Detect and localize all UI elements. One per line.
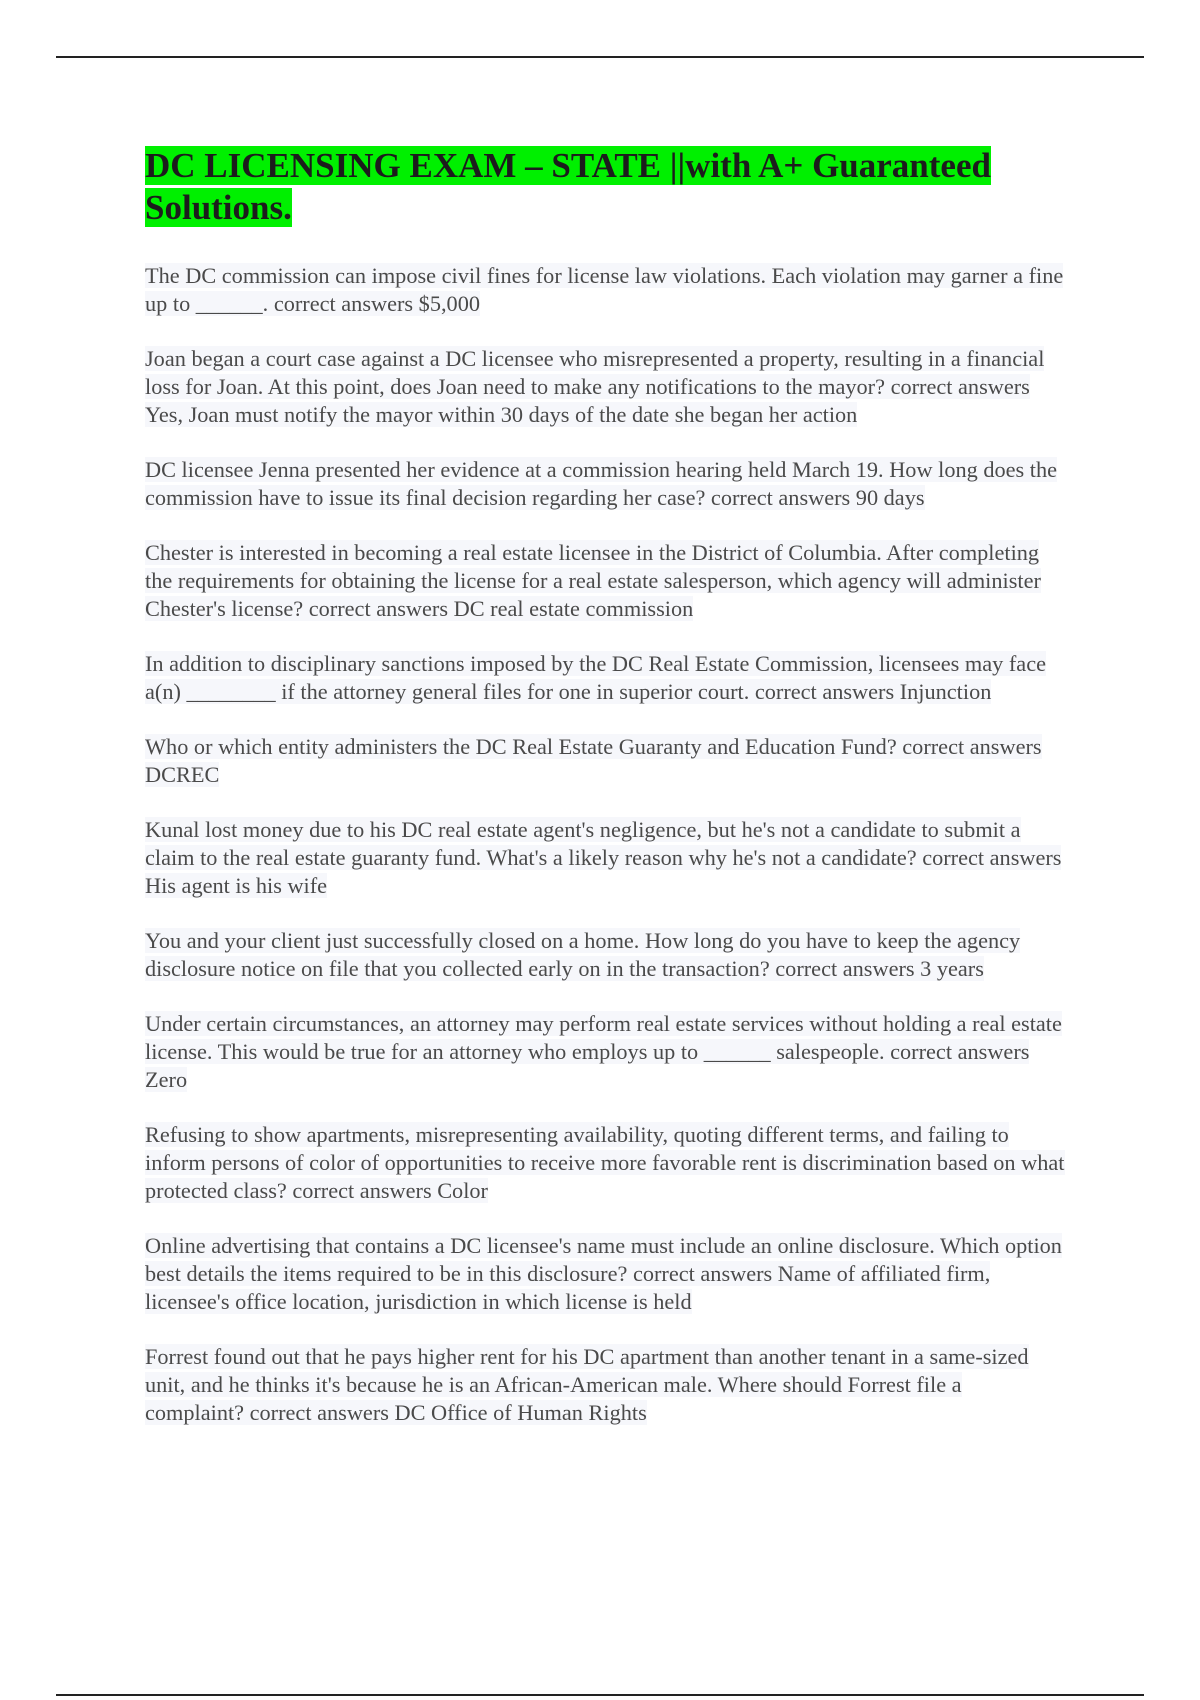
qa-item [145, 1010, 1065, 1094]
qa-item-text: Refusing to show apartments, misrepresenting availability, quoting different terms, and failing to inform persons of color of opportunities to receive more favorable rent is discrimination based on what protected class? correct answers Color [145, 1122, 1065, 1203]
document-title-text: DC LICENSING EXAM – STATE ||with A+ Guaranteed Solutions. [145, 146, 991, 227]
qa-item [145, 456, 1065, 512]
qa-item [145, 1121, 1065, 1205]
qa-item-text: You and your client just successfully closed on a home. How long do you have to keep the agency disclosure notice on file that you collected early on in the transaction? correct answers 3 years [145, 928, 1021, 981]
qa-item-text: The DC commission can impose civil fines for license law violations. Each violation may garner a fine up to ______. correct answers $5,000 [145, 263, 1064, 316]
qa-item [145, 1232, 1065, 1316]
qa-item [145, 539, 1065, 623]
qa-item [145, 816, 1065, 900]
qa-item [145, 927, 1065, 983]
qa-item-text: Under certain circumstances, an attorney may perform real estate services without holding a real estate license. This would be true for an attorney who employs up to ______ salespeople. correct answers Zero [145, 1011, 1062, 1092]
bottom-rule [56, 1694, 1144, 1696]
qa-item-text: Chester is interested in becoming a real estate licensee in the District of Columbia. After completing the requirements for obtaining the license for a real estate salesperson, which agency will administer Chester's license? correct answers DC real estate commission [145, 540, 1041, 621]
top-rule [56, 56, 1144, 58]
qa-item-text: Who or which entity administers the DC Real Estate Guaranty and Education Fund? correct answers DCREC [145, 734, 1042, 787]
document-title [145, 145, 1065, 229]
qa-item-text: Online advertising that contains a DC licensee's name must include an online disclosure. Which option best details the items required to be in this disclosure? correct answers Name of affiliated firm, licensee's office location, jurisdiction in which license is held [145, 1233, 1062, 1314]
qa-item [145, 345, 1065, 429]
qa-item [145, 650, 1065, 706]
qa-item-text: DC licensee Jenna presented her evidence at a commission hearing held March 19. How long does the commission have to issue its final decision regarding her case? correct answers 90 days [145, 457, 1058, 510]
qa-item [145, 262, 1065, 318]
qa-item-text: Forrest found out that he pays higher rent for his DC apartment than another tenant in a same-sized unit, and he thinks it's because he is an African-American male. Where should Forrest file a complaint? correct answers DC Office of Human Rights [145, 1344, 1029, 1425]
qa-item-text: Kunal lost money due to his DC real estate agent's negligence, but he's not a candidate to submit a claim to the real estate guaranty fund. What's a likely reason why he's not a candidate? correct answers His agent is his wife [145, 817, 1062, 898]
qa-item-text: Joan began a court case against a DC licensee who misrepresented a property, resulting in a financial loss for Joan. At this point, does Joan need to make any notifications to the mayor? correct answers Yes, Joan must notify the mayor within 30 days of the date she began her action [145, 346, 1045, 427]
qa-item-text: In addition to disciplinary sanctions imposed by the DC Real Estate Commission, licensees may face a(n) ________ if the attorney general files for one in superior court. correct answers Injunction [145, 651, 1046, 704]
qa-item [145, 733, 1065, 789]
document-body [145, 145, 1065, 1454]
qa-item [145, 1343, 1065, 1427]
